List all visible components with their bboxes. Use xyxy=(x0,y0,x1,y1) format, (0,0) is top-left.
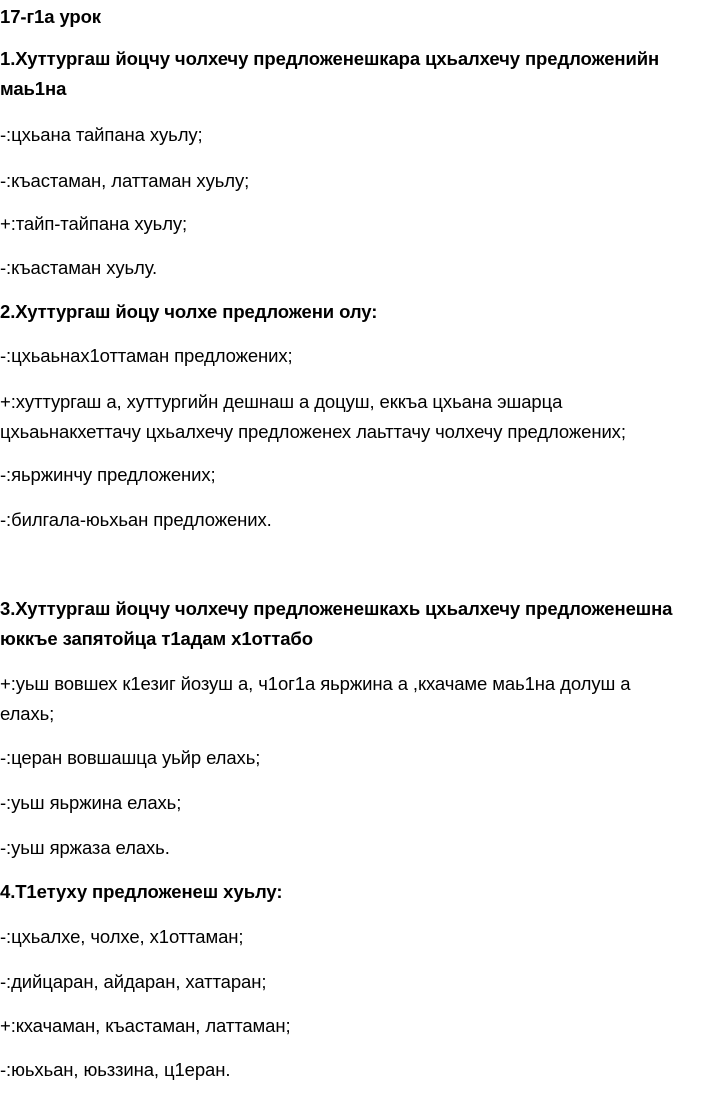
question-2-option-2-line-1: +:хуттургаш а, хуттургийн дешнаш а доцуш, еккъа цхьана эшарца xyxy=(0,391,563,412)
question-1-option-4: -:къастаман хуьлу. xyxy=(0,257,158,278)
question-3-prompt-line-2: юккъе запятойца т1адам х1оттабо xyxy=(0,628,313,649)
question-1-option-3: +:тайп-тайпана хуьлу; xyxy=(0,213,188,234)
question-3-option-3: -:уьш яьржина елахь; xyxy=(0,792,182,813)
question-3-option-1-line-2: елахь; xyxy=(0,703,55,724)
question-1-prompt-line-2: маь1на xyxy=(0,78,67,99)
question-2-option-3: -:яьржинчу предложених; xyxy=(0,464,216,485)
question-1-option-1: -:цхьана тайпана хуьлу; xyxy=(0,124,203,145)
question-2-option-1: -:цхьаьнах1оттаман предложених; xyxy=(0,345,293,366)
question-2-option-2-line-2: цхьаьнакхеттачу цхьалхечу предложенех лаьттачу чолхечу предложених; xyxy=(0,421,626,442)
question-1-option-2: -:къастаман, латтаман хуьлу; xyxy=(0,170,250,191)
question-4-option-1: -:цхьалхе, чолхе, х1оттаман; xyxy=(0,926,244,947)
question-4-option-4: -:юьхьан, юьззина, ц1еран. xyxy=(0,1059,231,1080)
question-2-prompt-line-1: 2.Хуттургаш йоцу чолхе предложени олу: xyxy=(0,301,378,322)
question-3-option-4: -:уьш яржаза елахь. xyxy=(0,837,170,858)
question-4-prompt-line-1: 4.Т1етуху предложенеш хуьлу: xyxy=(0,881,283,902)
question-3-option-2: -:церан вовшашца уьйр елахь; xyxy=(0,747,261,768)
question-3-option-1-line-1: +:уьш вовшех к1езиг йозуш а, ч1ог1а яьржина а ,кхачаме маь1на долуш а xyxy=(0,673,631,694)
question-4-option-2: -:дийцаран, айдаран, хаттаран; xyxy=(0,971,267,992)
question-3-prompt-line-1: 3.Хуттургаш йоцчу чолхечу предложенешкахь цхьалхечу предложенешна xyxy=(0,598,673,619)
lesson-title: 17-г1а урок xyxy=(0,6,101,27)
question-2-option-4: -:билгала-юьхьан предложених. xyxy=(0,509,272,530)
question-4-option-3: +:кхачаман, къастаман, латтаман; xyxy=(0,1015,291,1036)
question-1-prompt-line-1: 1.Хуттургаш йоцчу чолхечу предложенешкара цхьалхечу предложенийн xyxy=(0,48,660,69)
